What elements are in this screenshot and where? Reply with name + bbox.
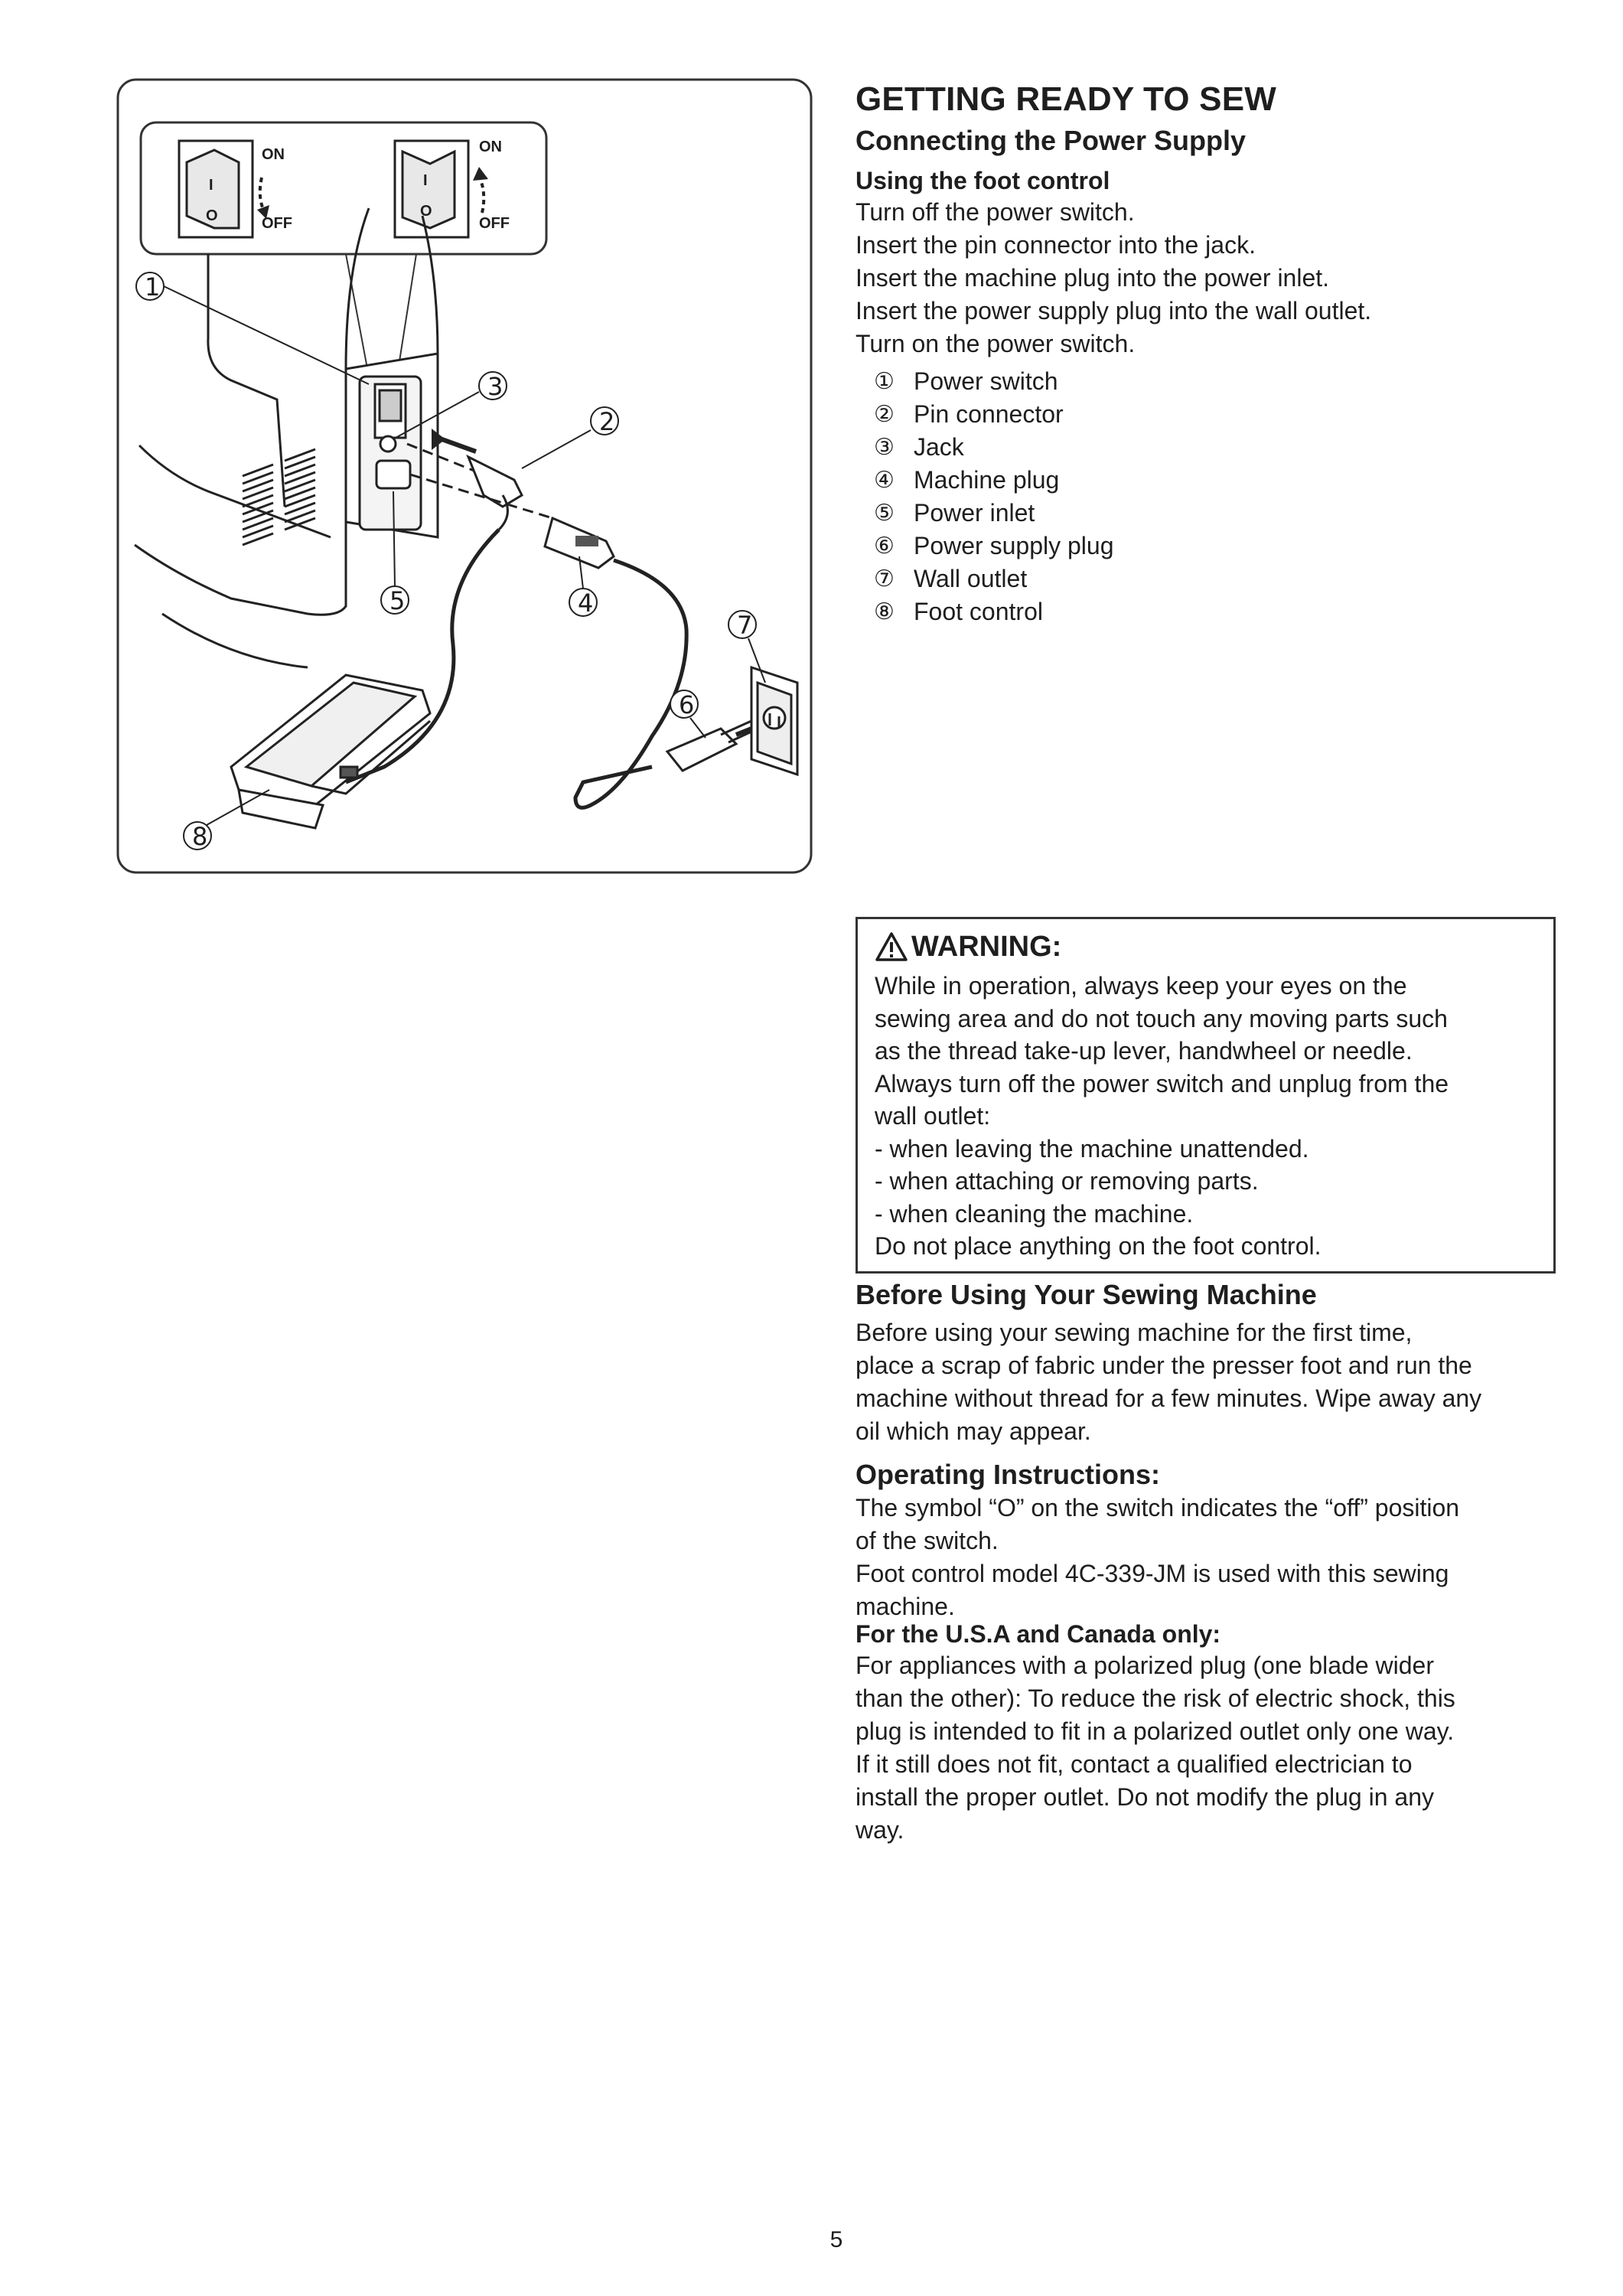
- list-item: [855, 563, 1559, 595]
- part-number: ①: [874, 368, 895, 395]
- part-label: Foot control: [914, 598, 1043, 625]
- parts-list: [855, 365, 1559, 628]
- list-item: [855, 530, 1559, 563]
- usa-canada-heading: For the U.S.A and Canada only:: [855, 1620, 1221, 1648]
- step-line: Turn on the power switch.: [855, 330, 1136, 357]
- switch-mark-o-2: O: [420, 203, 432, 220]
- switch-label-off-1: OFF: [262, 215, 292, 232]
- part-label: Machine plug: [914, 466, 1060, 494]
- power-inlet-icon: [376, 461, 410, 488]
- part-label: Power supply plug: [914, 532, 1114, 559]
- switch-label-on-1: ON: [262, 146, 285, 163]
- paragraph-line: The symbol “O” on the switch indicates the “off” position: [855, 1494, 1460, 1521]
- step-line: Insert the pin connector into the jack.: [855, 231, 1256, 259]
- before-using-heading: Before Using Your Sewing Machine: [855, 1279, 1317, 1310]
- callout-num-2: 2: [599, 407, 615, 436]
- callout-num-7: 7: [737, 611, 753, 640]
- warning-box: [855, 917, 1556, 1274]
- warning-line: sewing area and do not touch any moving parts such: [875, 1004, 1448, 1032]
- paragraph-line: machine without thread for a few minutes. Wipe away any: [855, 1384, 1482, 1412]
- callout-num-6: 6: [679, 690, 695, 719]
- before-using-section: [855, 1278, 1559, 1448]
- page-number: 5: [829, 2227, 843, 2252]
- part-number: ⑤: [874, 500, 895, 527]
- paragraph-line: Before using your sewing machine for the first time,: [855, 1319, 1413, 1346]
- foot-control-subheading: Using the foot control: [855, 167, 1110, 194]
- usa-canada-section: [855, 1619, 1559, 1847]
- step-line: Insert the machine plug into the power inlet.: [855, 264, 1330, 292]
- warning-line: as the thread take-up lever, handwheel or needle.: [875, 1037, 1413, 1065]
- paragraph-line: place a scrap of fabric under the presser foot and run the: [855, 1352, 1472, 1379]
- switch-mark-i-2: I: [423, 172, 428, 189]
- part-number: ②: [874, 401, 895, 428]
- part-label: Power inlet: [914, 499, 1035, 527]
- paragraph-line: Foot control model 4C-339-JM is used with this sewing: [855, 1560, 1449, 1587]
- paragraph-line: machine.: [855, 1593, 955, 1620]
- part-number: ③: [874, 434, 895, 461]
- part-number: ⑦: [874, 566, 895, 592]
- callout-num-1: 1: [145, 272, 161, 302]
- warning-line: - when cleaning the machine.: [875, 1199, 1194, 1228]
- part-label: Jack: [914, 433, 964, 461]
- paragraph-line: install the proper outlet. Do not modify the plug in any: [855, 1783, 1434, 1811]
- warning-line: - when leaving the machine unattended.: [875, 1134, 1309, 1163]
- page-title: GETTING READY TO SEW: [855, 80, 1276, 118]
- diagram-svg: [116, 78, 813, 874]
- callout-num-5: 5: [389, 586, 406, 615]
- switch-mark-i-1: I: [209, 177, 213, 194]
- part-label: Pin connector: [914, 400, 1064, 428]
- callout-num-8: 8: [192, 822, 208, 851]
- paragraph-line: than the other): To reduce the risk of electric shock, this: [855, 1684, 1455, 1712]
- switch-label-on-2: ON: [479, 139, 502, 155]
- callout-num-4: 4: [578, 589, 594, 618]
- switch-mark-o-1: O: [206, 207, 218, 224]
- warning-triangle-icon: [875, 931, 908, 962]
- part-number: ⑥: [874, 533, 895, 559]
- paragraph-line: of the switch.: [855, 1527, 999, 1554]
- power-supply-diagram: [116, 78, 813, 874]
- step-line: Insert the power supply plug into the wall outlet.: [855, 297, 1372, 325]
- paragraph-line: If it still does not fit, contact a qualified electrician to: [855, 1750, 1413, 1778]
- part-label: Wall outlet: [914, 565, 1028, 592]
- part-number: ⑧: [874, 598, 895, 625]
- step-line: Turn off the power switch.: [855, 198, 1135, 226]
- warning-line: - when attaching or removing parts.: [875, 1167, 1259, 1195]
- wall-outlet-icon: [751, 667, 797, 775]
- part-number: ④: [874, 467, 895, 494]
- paragraph-line: For appliances with a polarized plug (one blade wider: [855, 1652, 1434, 1679]
- operating-heading: Operating Instructions:: [855, 1459, 1161, 1490]
- power-supply-heading: Connecting the Power Supply: [855, 125, 1247, 156]
- operating-section: [855, 1458, 1559, 1623]
- power-supply-section: [855, 124, 1559, 628]
- warning-title-row: [875, 928, 1537, 965]
- warning-title: WARNING:: [911, 931, 1062, 963]
- part-label: Power switch: [914, 367, 1058, 395]
- list-item: [855, 497, 1559, 530]
- warning-line: Always turn off the power switch and unplug from the: [875, 1069, 1449, 1097]
- paragraph-line: plug is intended to fit in a polarized outlet only one way.: [855, 1717, 1455, 1745]
- list-item: [855, 595, 1559, 628]
- list-item: [855, 464, 1559, 497]
- machine-side-panel: [360, 377, 421, 530]
- warning-line: While in operation, always keep your eyes on the: [875, 972, 1407, 1000]
- warning-line: wall outlet:: [875, 1102, 991, 1130]
- jack-icon: [380, 436, 396, 452]
- paragraph-line: way.: [855, 1816, 904, 1844]
- paragraph-line: oil which may appear.: [855, 1417, 1091, 1445]
- warning-line: Do not place anything on the foot control.: [875, 1232, 1322, 1260]
- switch-label-off-2: OFF: [479, 215, 510, 232]
- callout-num-3: 3: [487, 372, 504, 401]
- list-item: [855, 365, 1559, 398]
- list-item: [855, 398, 1559, 431]
- list-item: [855, 431, 1559, 464]
